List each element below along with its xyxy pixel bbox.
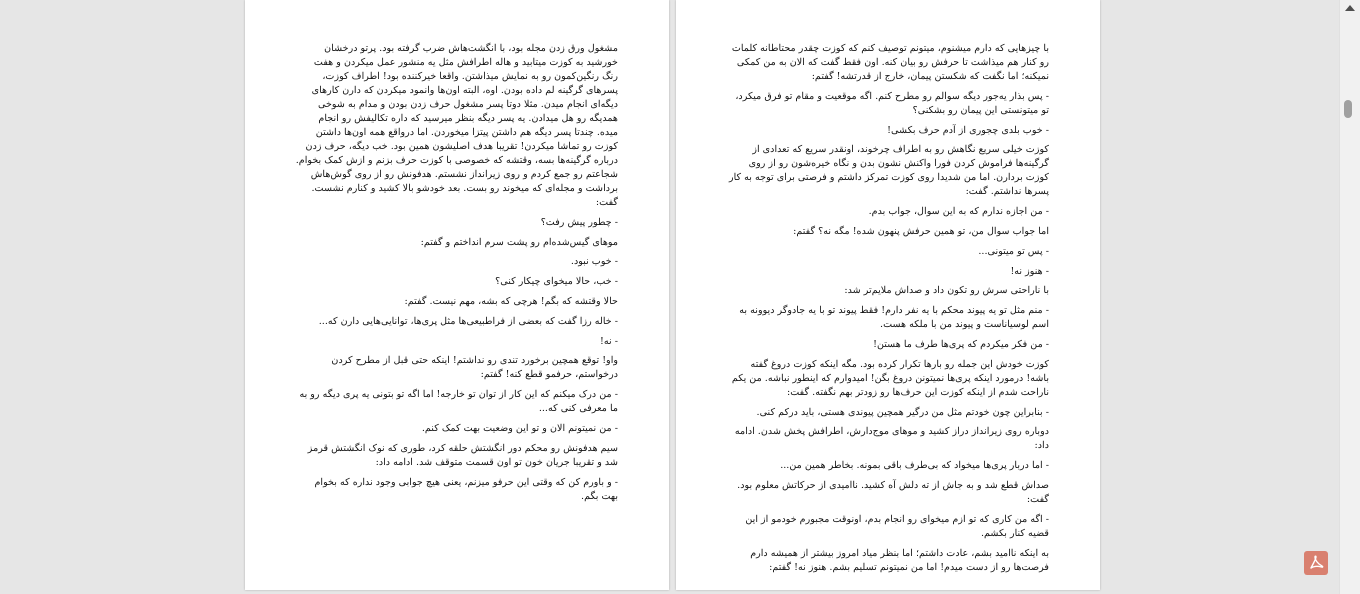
paragraph: به اینکه ناامید بشم، عادت داشتم؛ اما بنظر میاد امروز بیشتر از همیشه دارم فرصت‌ها رو از دست میدم! اما من نمیتونم تسلیم بشم. هنوز نه! گفتم:: [750, 547, 1049, 573]
paragraph: با چیزهایی که دارم میشنوم، میتونم توصیف کنم که کوزت چقدر محتاطانه کلمات رو کنار هم میذاشت تا حرفش رو بیان کنه. اون فقط گفت که الان به من کمکی نمیکنه؛ اما نگفت که شکستن پیمان، خارج از قدرتشه! گفتم:: [731, 43, 1049, 82]
paragraph: دوباره روی زیرانداز دراز کشید و موهای موج‌دارش، اطرافش پخش شدن. ادامه داد:: [734, 426, 1049, 452]
paragraph: - اما دربار پری‌ها میخواد که بی‌طرف باقی بمونه. بخاطر همین من...: [780, 460, 1049, 472]
paragraph: کوزت خیلی سریع نگاهش رو به اطراف چرخوند، اونقدر سریع که تعدادی از گرگینه‌ها فراموش کردن فورا واکنش نشون بدن و نگاه خیره‌شون رو از روی کوزت بردارن. اما من شدیدا روی کوزت تمرکز داشتم و فرصتی برای توجه به کار پسرها نداشتم. گفت:: [728, 144, 1049, 198]
page-text-left: [295, 42, 618, 509]
paragraph: - من فکر میکردم که پری‌ها طرف ما هستن!: [873, 338, 1049, 350]
paragraph: - خوب بلدی چجوری از آدم حرف بکشی!: [887, 124, 1049, 136]
pdf-button[interactable]: [1304, 551, 1328, 575]
paragraph: - پس تو میتونی...: [978, 245, 1049, 257]
paragraph: - من درک میکنم که این کار از توان تو خارجه! اما اگه تو بتونی یه پری دیگه رو به ما معرفی کنی که...: [299, 389, 618, 415]
document-viewer[interactable]: [3, 0, 1340, 594]
paragraph: موهای گیس‌شده‌ام رو پشت سرم انداختم و گفتم:: [420, 236, 618, 248]
paragraph: - من اجازه ندارم که به این سوال، جواب بدم.: [868, 206, 1049, 218]
paragraph: با ناراحتی سرش رو تکون داد و صداش ملایم‌تر شد:: [844, 285, 1049, 297]
paragraph: - هنوز نه!: [1010, 265, 1049, 277]
paragraph: سیم هدفونش رو محکم دور انگشتش حلقه کرد، طوری که نوک انگشتش قرمز شد و تقریبا جریان خون تو اون قسمت متوقف شد. ادامه داد:: [307, 442, 618, 468]
paragraph: کوزت خودش این جمله رو بارها تکرار کرده بود. مگه اینکه کوزت دروغ گفته باشه! درمورد اینکه پری‌ها نمیتونن دروغ بگن! امیدوارم که اینطور نباشه. من یکم ناراحت شدم از اینکه کوزت این حرف‌ها رو زودتر بهم نگفته. گفت:: [731, 358, 1049, 398]
vertical-scrollbar[interactable]: [1339, 0, 1360, 594]
page-text-right: [727, 42, 1049, 580]
paragraph: - چطور پیش رفت؟: [540, 216, 618, 228]
paragraph: - من نمیتونم الان و تو این وضعیت بهت کمک کنم.: [421, 422, 618, 434]
pdf-page-right: [676, 0, 1100, 590]
paragraph: - خاله رزا گفت که بعضی از فراطبیعی‌ها مثل پری‌ها، توانایی‌هایی دارن که...: [318, 315, 618, 327]
paragraph: حالا وقتشه که بگم! هرچی که بشه، مهم نیست. گفتم:: [404, 295, 618, 307]
scrollbar-thumb[interactable]: [1344, 100, 1352, 118]
paragraph: - بنابراین چون خودتم مثل من درگیر همچین پیوندی هستی، باید درکم کنی.: [756, 406, 1049, 418]
pdf-page-left: [245, 0, 669, 590]
paragraph: - اگه من کاری که تو ازم میخوای رو انجام بدم، اونوقت مجبورم خودمو از این قضیه کنار بکشم.: [745, 513, 1049, 539]
paragraph: اما جواب سوال من، تو همین حرفش پنهون شده! مگه نه؟ گفتم:: [793, 225, 1049, 237]
paragraph: صداش قطع شد و به جاش از ته دلش آه کشید. ناامیدی از حرکاتش معلوم بود. گفت:: [737, 479, 1049, 505]
paragraph: مشغول ورق زدن مجله بود، با انگشت‌هاش ضرب گرفته بود. پرتو درخشان خورشید به کوزت میتابید و هاله اطرافش مثل یه منشور عمل میکردن و هفت رنگ رنگین‌کمون رو به نمایش میذاشتن. واقعا خیرکننده بود! اطراف کوزت، پسرهای گرگینه لم داده بودن. اوه، البته اون‌ها وانمود میکردن که دارن کارهای دیگه‌ای انجام میدن. مثلا دوتا پسر مشغول حرف زدن بودن و مدام به شوخی همدیگه رو هل میدادن. یه پسر دیگه بنظر میرسید که داره تکالیفش رو انجام میده. چندتا پسر دیگه هم داشتن پیتزا میخوردن. اما درواقع همه اون‌ها داشتن کوزت رو تماشا میکردن! تقریبا هدف اصلیشون همین بود. خب دیگه، حرف زدن درباره گرگینه‌ها بسه، وقتشه که خصوصی با کوزت حرف بزنم و ازش کمک بخوام. شجاعتم رو جمع کردم و روی زیرانداز نشستم. هدفونش رو از روی گوش‌هاش برداشت و مجله‌ای که میخوند رو بست. بعد خودشو بالا کشید و کنارم نشست. گفت:: [295, 43, 618, 208]
paragraph: - نه!: [600, 335, 618, 347]
paragraph: - خب، حالا میخوای چیکار کنی؟: [495, 276, 618, 288]
paragraph: - خوب نبود.: [570, 256, 618, 268]
paragraph: - منم مثل تو یه پیوند محکم با یه نفر دارم! فقط پیوند تو با یه جادوگر دیوونه به اسم لوسیاناست و پیوند من با ملکه هست.: [739, 305, 1049, 331]
paragraph: واو! توقع همچین برخورد تندی رو نداشتم! اینکه حتی قبل از مطرح کردن درخواستم، حرفمو قطع کنه! گفتم:: [331, 355, 618, 381]
scroll-up-arrow-icon[interactable]: [1345, 5, 1355, 11]
paragraph: - و باورم کن که وقتی این حرفو میزنم، یعنی هیچ جوابی وجود نداره که بخوام بهت بگم.: [314, 476, 618, 502]
pdf-icon: [1308, 555, 1324, 571]
paragraph: - پس بذار یه‌جور دیگه سوالم رو مطرح کنم. اگه موقعیت و مقام تو فرق میکرد، تو میتونستی این پیمان رو بشکنی؟: [735, 90, 1049, 116]
